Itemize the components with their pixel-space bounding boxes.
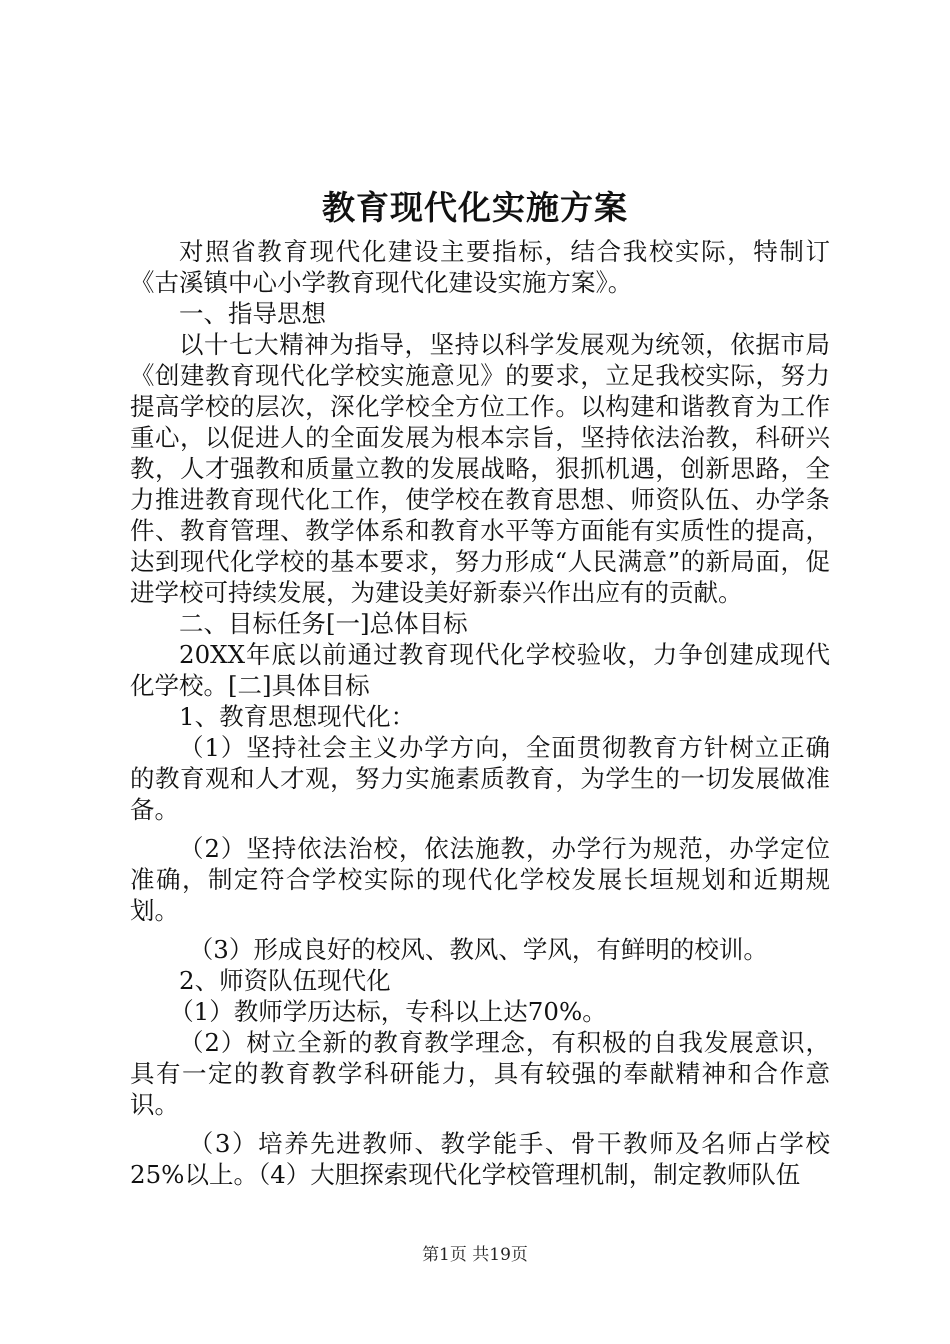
paragraph-item-2-3: （3）培养先进教师、教学能手、骨干教师及名师占学校25%以上。（4）大胆探索现代化学校管理机制，制定教师队伍 — [130, 1129, 830, 1189]
paragraph-overall-goal: 20XX年底以前通过教育现代化学校验收，力争创建成现代化学校。[二]具体目标 — [130, 640, 830, 700]
document-body — [130, 236, 830, 1190]
paragraph-intro: 对照省教育现代化建设主要指标，结合我校实际，特制订《古溪镇中心小学教育现代化建设实施方案》。 — [130, 237, 830, 297]
paragraph-item-2-1: （1）教师学历达标，专科以上达70%。 — [169, 997, 607, 1026]
paragraph-item-1-3: （3）形成良好的校风、教风、学风，有鲜明的校训。 — [188, 935, 768, 964]
heading-teacher-team: 2、师资队伍现代化 — [179, 966, 391, 995]
paragraph-item-1-1: （1）坚持社会主义办学方向，全面贯彻教育方针树立正确的教育观和人才观，努力实施素质教育，为学生的一切发展做准备。 — [130, 733, 830, 824]
heading-education-thought: 1、教育思想现代化： — [179, 702, 416, 731]
page-footer: 第1页 共19页 — [422, 1245, 528, 1265]
paragraph-item-2-2: （2）树立全新的教育教学理念，有积极的自我发展意识，具有一定的教育教学科研能力，具有较强的奉献精神和合作意识。 — [130, 1028, 830, 1119]
heading-guiding-ideology: 一、指导思想 — [179, 299, 326, 328]
paragraph-guiding-ideology: 以十七大精神为指导，坚持以科学发展观为统领，依据市局《创建教育现代化学校实施意见》的要求，立足我校实际，努力提高学校的层次，深化学校全方位工作。以构建和谐教育为工作重心，以促进人的全面发展为根本宗旨，坚持依法治教，科研兴教，人才强教和质量立教的发展战略，狠抓机遇，创新思路，全力推进教育现代化工作，使学校在教育思想、师资队伍、办学条件、教育管理、教学体系和教育水平等方面能有实质性的提高，达到现代化学校的基本要求，努力形成“人民满意”的新局面，促进学校可持续发展，为建设美好新泰兴作出应有的贡献。 — [130, 330, 830, 607]
document-title: 教育现代化实施方案 — [322, 188, 628, 227]
paragraph-item-1-2: （2）坚持依法治校，依法施教，办学行为规范，办学定位准确，制定符合学校实际的现代化学校发展长垣规划和近期规划。 — [130, 834, 830, 925]
heading-goals: 二、目标任务[一]总体目标 — [179, 609, 468, 638]
